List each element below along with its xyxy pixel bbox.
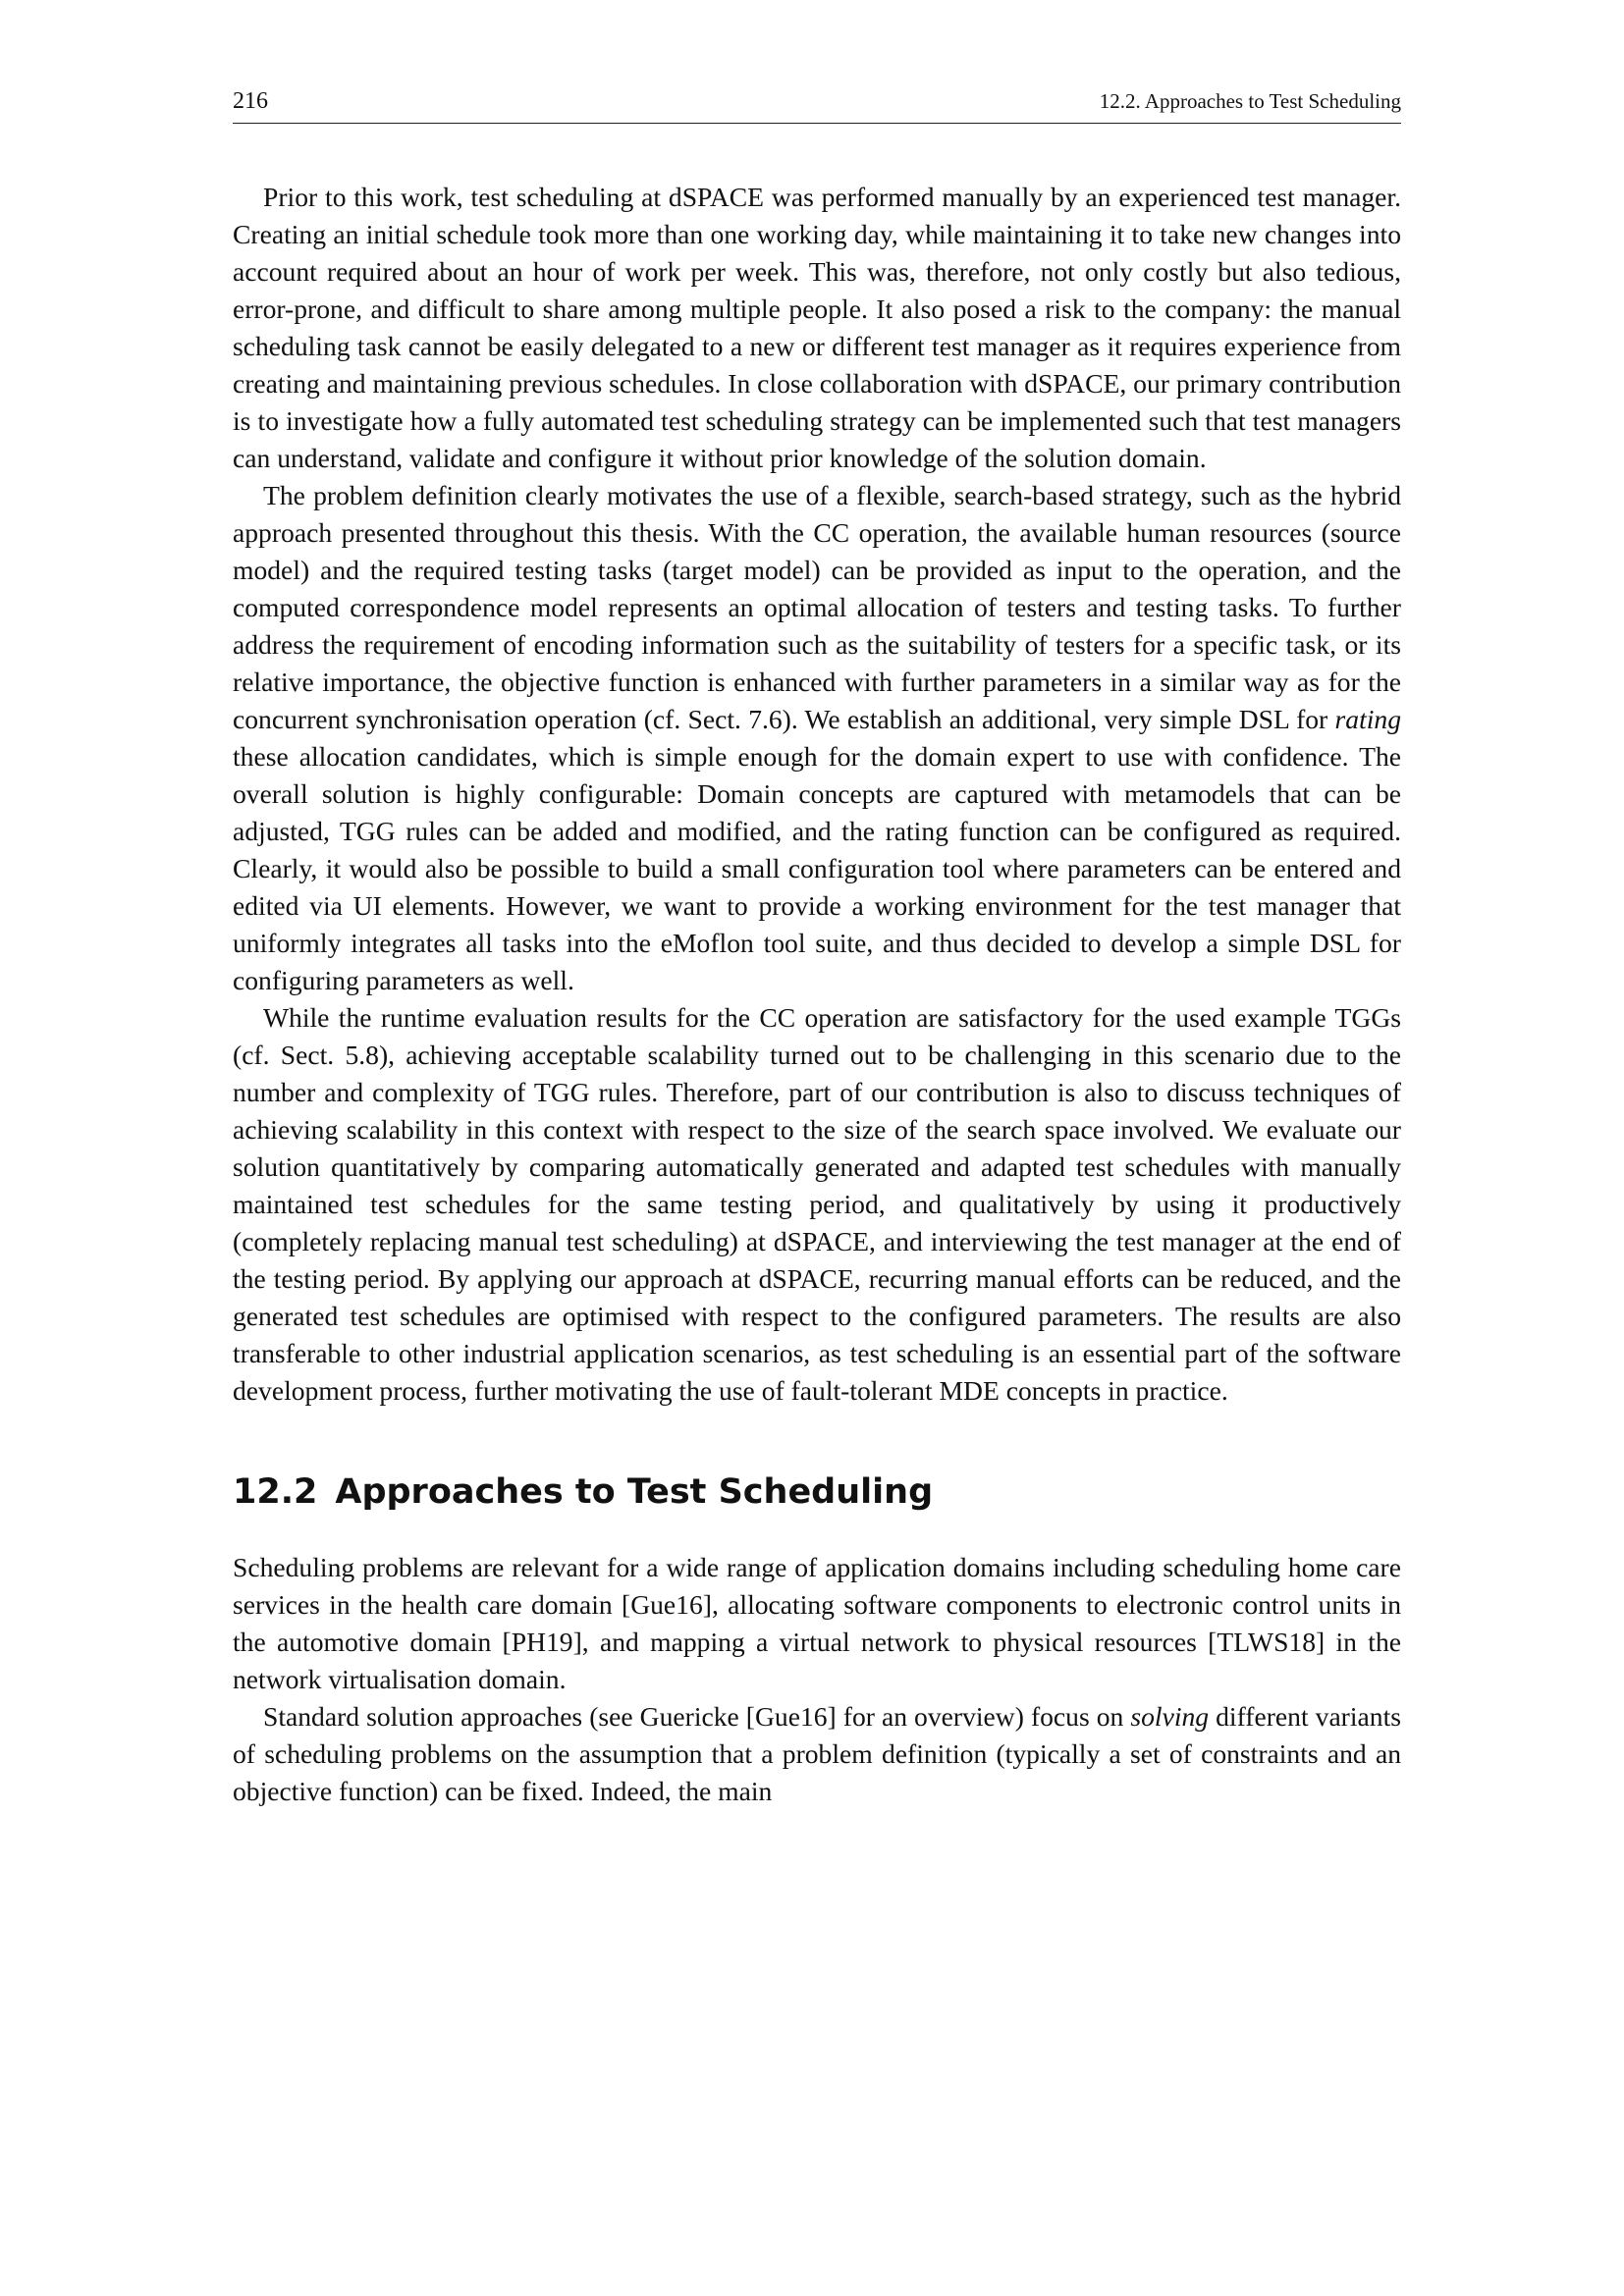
paragraph-text-before: Standard solution approaches (see Guericke [Gue16] for an overview) focus on <box>263 1701 1131 1732</box>
body-text <box>233 179 1401 1410</box>
paragraph-text-after: different variants of scheduling problems on the assumption that a problem definition (typically a set of constraints and an objective function) can be fixed. Indeed, the main <box>233 1701 1401 1806</box>
emphasis-solving: solving <box>1130 1701 1210 1732</box>
paragraph-text-after: these allocation candidates, which is simple enough for the domain expert to use with confidence. The overall solution is highly configurable: Domain concepts are captured with metamodels that can be adjusted, TGG rules can be added and modified, and the rating function can be configured as required. Clearly, it would also be possible to build a small configuration tool where parameters can be entered and edited via UI elements. However, we want to provide a working environment for the test manager that uniformly integrates all tasks into the eMoflon tool suite, and thus decided to develop a simple DSL for configuring parameters as well. <box>233 741 1401 995</box>
running-section-title: 12.2. Approaches to Test Scheduling <box>1099 89 1401 113</box>
section-number: 12.2 <box>233 1472 318 1512</box>
page <box>233 86 1401 1810</box>
paragraph-3 <box>233 999 1401 1410</box>
paragraph-text-before: The problem definition clearly motivates the use of a flexible, search-based strategy, such as the hybrid approach presented throughout this thesis. With the CC operation, the available human resources (source model) and the required testing tasks (target model) can be provided as input to the operation, and the computed correspondence model represents an optimal allocation of testers and testing tasks. To further address the requirement of encoding information such as the suitability of testers for a specific task, or its relative importance, the objective function is enhanced with further parameters in a similar way as for the concurrent synchronisation operation (cf. Sect. 7.6). We establish an additional, very simple DSL for <box>233 480 1401 734</box>
section-title: Approaches to Test Scheduling <box>335 1472 934 1512</box>
section-paragraph-2 <box>233 1698 1401 1810</box>
running-header <box>233 86 1401 124</box>
paragraph-1 <box>233 179 1401 477</box>
paragraph-2 <box>233 477 1401 999</box>
paragraph-text: While the runtime evaluation results for the CC operation are satisfactory for the used example TGGs (cf. Sect. 5.8), achieving acceptable scalability turned out to be challenging in this scenario due to the number and complexity of TGG rules. Therefore, part of our contribution is also to discuss techniques of achieving scalability in this context with respect to the size of the search space involved. We evaluate our solution quantitatively by comparing automatically generated and adapted test schedules with manually maintained test schedules for the same testing period, and qualitatively by using it productively (completely replacing manual test scheduling) at dSPACE, and interviewing the test manager at the end of the testing period. By applying our approach at dSPACE, recurring manual efforts can be reduced, and the generated test schedules are optimised with respect to the configured parameters. The results are also transferable to other industrial application scenarios, as test scheduling is an essential part of the software development process, further motivating the use of fault-tolerant MDE concepts in practice. <box>233 1002 1401 1406</box>
page-number: 216 <box>233 88 268 114</box>
paragraph-text: Scheduling problems are relevant for a wide range of application domains including scheduling home care services in the health care domain [Gue16], allocating software components to electronic control units in the automotive domain [PH19], and mapping a virtual network to physical resources [TLWS18] in the network virtualisation domain. <box>233 1552 1401 1694</box>
paragraph-text: Prior to this work, test scheduling at dSPACE was performed manually by an experienced test manager. Creating an initial schedule took more than one working day, while maintaining it to take new changes into account required about an hour of work per week. This was, therefore, not only costly but also tedious, error-prone, and difficult to share among multiple people. It also posed a risk to the company: the manual scheduling task cannot be easily delegated to a new or different test manager as it requires experience from creating and maintaining previous schedules. In close collaboration with dSPACE, our primary contribution is to investigate how a fully automated test scheduling strategy can be implemented such that test managers can understand, validate and configure it without prior knowledge of the solution domain. <box>233 182 1401 473</box>
section-paragraph-1 <box>233 1549 1401 1698</box>
section-heading <box>233 1470 1401 1514</box>
emphasis-rating: rating <box>1334 704 1401 734</box>
